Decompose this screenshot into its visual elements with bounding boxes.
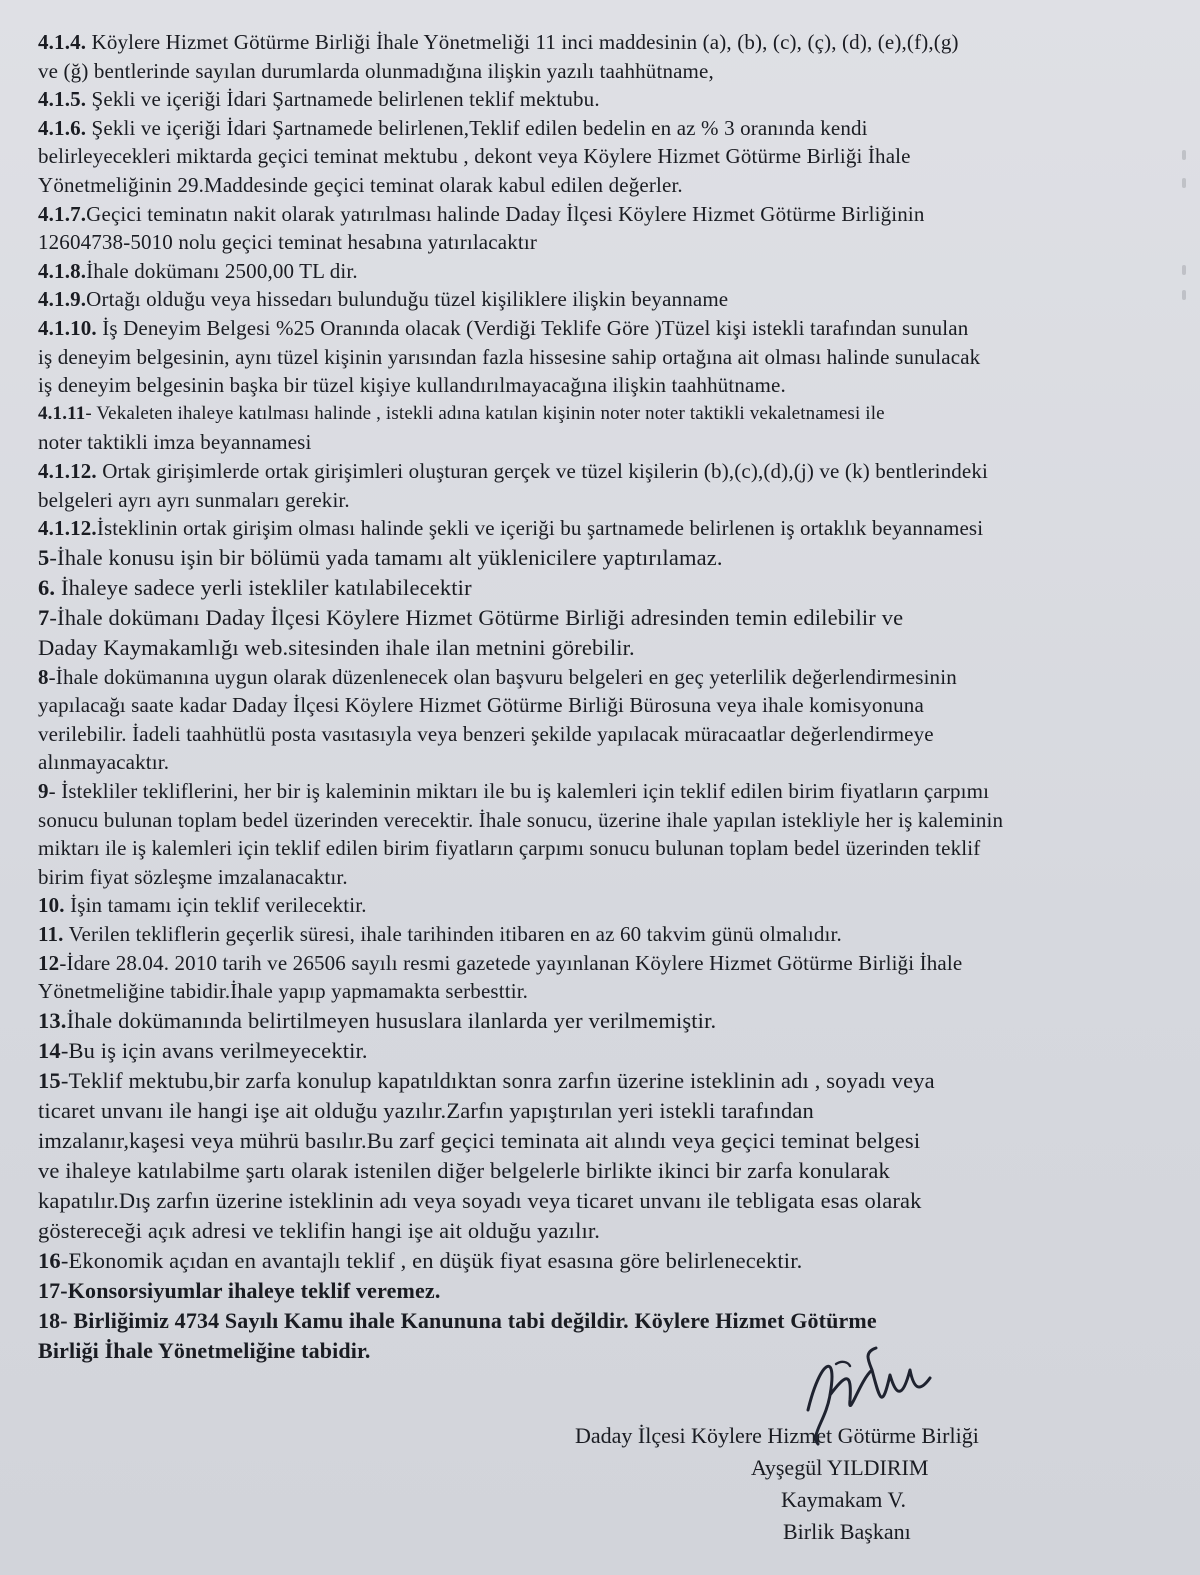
document-line [38, 543, 1178, 573]
clause-number: 16 [38, 1247, 61, 1273]
document-line [38, 573, 1178, 603]
document-line [38, 1096, 1178, 1126]
clause-text: Daday Kaymakamlığı web.sitesinden ihale ilan metnini görebilir. [38, 634, 635, 660]
document-line [38, 720, 1178, 749]
clause-text: iş deneyim belgesinin başka bir tüzel kişiye kullandırılmayacağına ilişkin taahhütname. [38, 373, 786, 398]
document-line [38, 949, 1178, 978]
document-line [38, 285, 1178, 314]
document-line [38, 142, 1178, 171]
clause-text: -Teklif mektubu,bir zarfa konulup kapatıldıktan sonra zarfın üzerine isteklinin adı , soyadı veya [60, 1067, 935, 1093]
document-line [38, 314, 1178, 343]
clause-text: Verilen tekliflerin geçerlik süresi, ihale tarihinden itibaren en az 60 takvim günü olmalıdır. [63, 922, 842, 947]
clause-number: 4.1.12. [38, 516, 97, 541]
margin-mark [1182, 290, 1186, 300]
clause-number: 10. [38, 893, 65, 918]
clause-text: İşin tamamı için teklif verilecektir. [64, 893, 367, 918]
clause-number: 5 [38, 544, 50, 570]
margin-mark [1182, 178, 1186, 188]
document-line [38, 834, 1178, 863]
clause-text: - İstekliler tekliflerini, her bir iş kaleminin miktarı ile bu iş kalemleri için teklif edilen birim fiyatların çarpımı [48, 779, 990, 804]
document-line [38, 1336, 1178, 1366]
document-line [38, 806, 1178, 835]
document-line [38, 371, 1178, 400]
signature-role: Birlik Başkanı [783, 1519, 911, 1544]
signature-name: Ayşegül YILDIRIM [751, 1455, 929, 1480]
clause-number: 4.1.8. [38, 258, 87, 283]
clause-text: belirleyecekleri miktarda geçici teminat mektubu , dekont veya Köylere Hizmet Götürme Birliği İhale [38, 144, 911, 169]
clause-text: noter taktikli imza beyannamesi [38, 430, 312, 455]
document-line [38, 633, 1178, 663]
clause-text: birim fiyat sözleşme imzalanacaktır. [38, 864, 348, 889]
document-line [38, 228, 1178, 257]
clause-number: 13. [38, 1007, 67, 1033]
document-line [38, 428, 1178, 457]
clause-text: İhale dokümanında belirtilmeyen hususlara ilanlarda yer verilmemiştir. [66, 1007, 717, 1033]
document-line [38, 343, 1178, 372]
document-line [38, 400, 1178, 429]
clause-text: kapatılır.Dış zarfın üzerine isteklinin adı veya soyadı veya ticaret unvanı ile tebligata esas olarak [38, 1187, 922, 1213]
clause-text: verilebilir. İadeli taahhütlü posta vasıtasıyla veya benzeri şekilde yapılacak müracaatlar değerlendirmeye [38, 721, 934, 746]
clause-text: göstereceği açık adresi ve teklifin hangi işe ait olduğu yazılır. [38, 1217, 601, 1243]
document-line [38, 1006, 1178, 1036]
document-line [38, 663, 1178, 692]
clause-text: İhale dokümanı 2500,00 TL dir. [86, 258, 358, 283]
clause-number: 4.1.11 [38, 402, 86, 424]
document-line [38, 1156, 1178, 1186]
clause-text: Yönetmeliğinin 29.Maddesinde geçici teminat olarak kabul edilen değerler. [38, 172, 683, 197]
clause-text: -Bu iş için avans verilmeyecektir. [60, 1037, 368, 1063]
clause-text: Köylere Hizmet Götürme Birliği İhale Yönetmeliği 11 inci maddesinin (a), (b), (c), (ç), (d), (e),(f),(g) [86, 30, 959, 54]
document-line [38, 1126, 1178, 1156]
document-line [38, 85, 1178, 114]
clause-text: ticaret unvanı ile hangi işe ait olduğu yazılır.Zarfın yapıştırılan yeri istekli tarafından [38, 1097, 814, 1123]
clause-text: - Vekaleten ihaleye katılması halinde , istekli adına katılan kişinin noter noter taktikli vekaletnamesi ile [85, 402, 885, 424]
signature-title: Kaymakam V. [781, 1487, 907, 1512]
document-line [38, 1216, 1178, 1246]
clause-text: ve ihaleye katılabilme şartı olarak istenilen diğer belgelerle birlikte ikinci bir zarfa konularak [38, 1157, 890, 1183]
clause-number: 4.1.12. [38, 458, 97, 483]
clause-text: 18- Birliğimiz 4734 Sayılı Kamu ihale Kanununa tabi değildir. Köylere Hizmet Götürme [38, 1307, 877, 1333]
clause-text: İş Deneyim Belgesi %25 Oranında olacak (Verdiği Teklife Göre )Tüzel kişi istekli tarafından sunulan [96, 315, 969, 340]
clause-text: miktarı ile iş kalemleri için teklif edilen birim fiyatların çarpımı sonucu bulunan toplam bedel üzerinden teklif [38, 836, 981, 861]
clause-text: 17-Konsorsiyumlar ihaleye teklif veremez. [38, 1277, 441, 1303]
document-line [38, 28, 1178, 57]
clause-text: -İhale konusu işin bir bölümü yada tamamı alt yüklenicilere yaptırılamaz. [49, 544, 723, 570]
clause-number: 15 [38, 1067, 61, 1093]
document-line [38, 171, 1178, 200]
signature-block [575, 1420, 1135, 1548]
document-line [38, 514, 1178, 543]
document-line [38, 200, 1178, 229]
document-line [38, 1066, 1178, 1096]
clause-number: 9 [38, 779, 49, 804]
clause-text: Birliği İhale Yönetmeliğine tabidir. [38, 1337, 371, 1363]
clause-text: Şekli ve içeriği İdari Şartnamede belirlenen,Teklif edilen bedelin en az % 3 oranında kendi [86, 115, 868, 140]
clause-text: iş deneyim belgesinin, aynı tüzel kişinin yarısından fazla hissesine sahip ortağına ait olması halinde sunulacak [38, 344, 981, 369]
clause-text: İhaleye sadece yerli istekliler katılabilecektir [55, 574, 472, 600]
clause-text: İsteklinin ortak girişim olması halinde şekli ve içeriği bu şartnamede belirlenen iş ortaklık beyannamesi [96, 516, 984, 541]
clause-text: yapılacağı saate kadar Daday İlçesi Köylere Hizmet Götürme Birliği Bürosuna veya ihale komisyonuna [38, 693, 924, 718]
clause-text: imzalanır,kaşesi veya mührü basılır.Bu zarf geçici teminata ait alındı veya geçici teminat belgesi [38, 1127, 921, 1153]
document-line [38, 486, 1178, 515]
clause-text: ve (ğ) bentlerinde sayılan durumlarda olunmadığına ilişkin yazılı taahhütname, [38, 58, 714, 83]
clause-text: sonucu bulunan toplam bedel üzerinden verecektir. İhale sonucu, üzerine ihale yapılan istekliyle her iş kaleminin [38, 807, 1004, 832]
clause-text: alınmayacaktır. [38, 750, 170, 775]
document-line [38, 1276, 1178, 1306]
document-line [38, 457, 1178, 486]
clause-text: belgeleri ayrı ayrı sunmaları gerekir. [38, 487, 350, 512]
clause-text: Yönetmeliğine tabidir.İhale yapıp yapmamakta serbesttir. [38, 979, 529, 1004]
document-line [38, 691, 1178, 720]
signature-organization: Daday İlçesi Köylere Hizmet Götürme Birliği [575, 1423, 979, 1448]
document-line [38, 1186, 1178, 1216]
clause-number: 4.1.10. [38, 315, 97, 340]
document-line [38, 1246, 1178, 1276]
document-line [38, 603, 1178, 633]
clause-number: 14 [38, 1037, 61, 1063]
clause-number: 4.1.6. [38, 115, 87, 140]
document-line [38, 920, 1178, 949]
clause-text: Ortağı olduğu veya hissedarı bulunduğu tüzel kişiliklere ilişkin beyanname [86, 287, 729, 312]
clause-text: Geçici teminatın nakit olarak yatırılması halinde Daday İlçesi Köylere Hizmet Götürme Birliğinin [86, 201, 925, 226]
clause-text: -Ekonomik açıdan en avantajlı teklif , en düşük fiyat esasına göre belirlenecektir. [60, 1247, 803, 1273]
clause-text: Ortak girişimlerde ortak girişimleri oluşturan gerçek ve tüzel kişilerin (b),(c),(d),(j) ve (k) bentlerindeki [96, 458, 989, 483]
clause-number: 7 [38, 604, 50, 630]
document-line [38, 257, 1178, 286]
margin-mark [1182, 265, 1186, 275]
clause-text: -İhale dokümanı Daday İlçesi Köylere Hizmet Götürme Birliği adresinden temin edilebilir ve [49, 604, 904, 630]
clause-text: -İdare 28.04. 2010 tarih ve 26506 sayılı resmi gazetede yayınlanan Köylere Hizmet Götürme Birliği İhale [59, 950, 963, 975]
clause-number: 11. [38, 922, 64, 947]
clause-number: 6. [38, 574, 56, 600]
document-line [38, 863, 1178, 892]
document-line [38, 114, 1178, 143]
clause-number: 8 [38, 664, 49, 689]
document-line [38, 777, 1178, 806]
clause-number: 12 [38, 950, 60, 975]
document-line [38, 1306, 1178, 1336]
clause-text: -İhale dokümanına uygun olarak düzenlenecek olan başvuru belgeleri en geç yeterlilik değerlendirmesinin [48, 664, 957, 689]
document-line [38, 1036, 1178, 1066]
document-line [38, 891, 1178, 920]
margin-mark [1182, 150, 1186, 160]
clause-number: 4.1.9. [38, 287, 87, 312]
document-line [38, 748, 1178, 777]
clause-number: 4.1.7. [38, 201, 87, 226]
document-line [38, 977, 1178, 1006]
document-line [38, 57, 1178, 86]
clause-number: 4.1.5. [38, 87, 87, 112]
clause-number: 4.1.4. [38, 30, 87, 54]
clause-text: 12604738-5010 nolu geçici teminat hesabına yatırılacaktır [38, 230, 537, 255]
clause-text: Şekli ve içeriği İdari Şartnamede belirlenen teklif mektubu. [86, 87, 600, 112]
document-body [38, 28, 1178, 1366]
